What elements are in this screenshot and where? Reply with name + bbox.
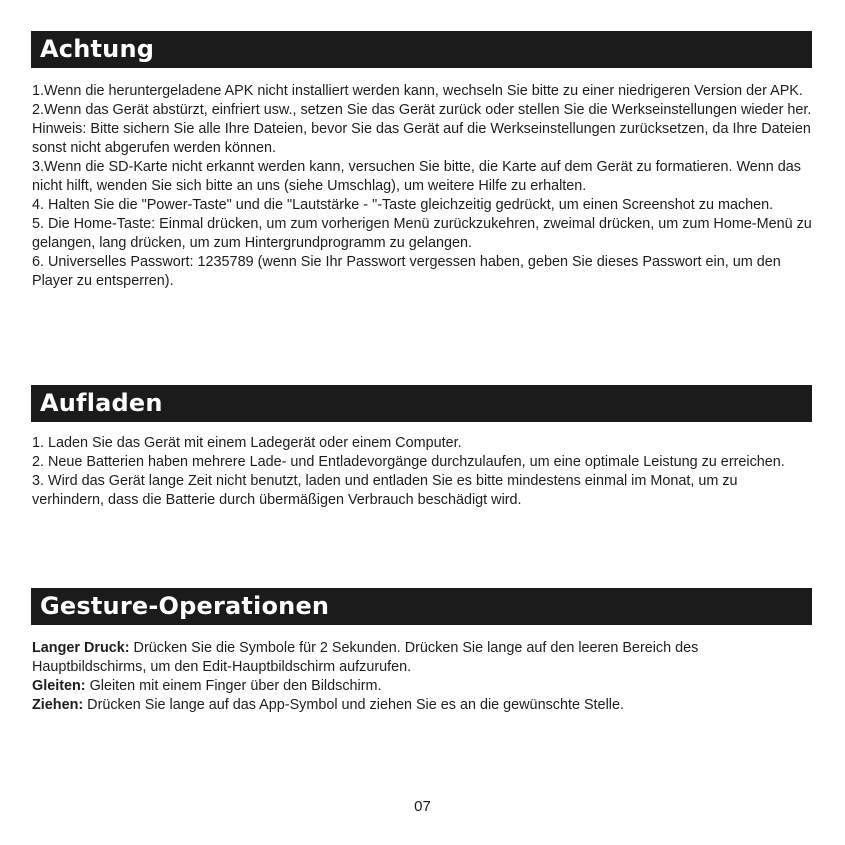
list-item: 2.Wenn das Gerät abstürzt, einfriert usw., setzen Sie das Gerät zurück oder stellen Sie die Werkseinstellungen wieder her. Hinweis: Bitte sichern Sie alle Ihre Dateien, bevor Sie das Gerät auf die Werkseinstellungen zurücksetzen, da Ihre Dateien sonst nicht abgerufen werden können. [32,102,812,156]
list-item: 3.Wenn die SD-Karte nicht erkannt werden kann, versuchen Sie bitte, die Karte auf dem Gerät zu formatieren. Wenn das nicht hilft, wenden Sie sich bitte an uns (siehe Umschlag), um weitere Hilfe zu erhalten. [32,159,801,194]
gesture-item-gleiten [32,677,812,696]
section-title: Gesture-Operationen [40,592,330,620]
page-number: 07 [414,798,431,815]
gesture-item-ziehen [32,696,812,715]
list-item: 6. Universelles Passwort: 1235789 (wenn Sie Ihr Passwort vergessen haben, geben Sie dieses Passwort ein, um den Player zu entsperren). [32,254,781,289]
section-title: Aufladen [40,389,163,417]
gesture-description: Gleiten mit einem Finger über den Bildschirm. [85,678,382,694]
list-item: 4. Halten Sie die "Power-Taste" und die "Lautstärke - "-Taste gleichzeitig gedrückt, um einen Screenshot zu machen. [32,197,774,213]
list-item: 1. Laden Sie das Gerät mit einem Ladegerät oder einem Computer. [32,435,462,451]
list-item: 2. Neue Batterien haben mehrere Lade- und Entladevorgänge durchzulaufen, um eine optimale Leistung zu erreichen. [32,454,785,470]
gesture-term: Gleiten: [32,678,86,694]
aufladen-list [32,434,812,510]
list-item: 1.Wenn die heruntergeladene APK nicht installiert werden kann, wechseln Sie bitte zu einer niedrigeren Version der APK. [32,83,803,99]
gesture-term: Langer Druck: [32,640,130,656]
gesture-description: Drücken Sie lange auf das App-Symbol und ziehen Sie es an die gewünschte Stelle. [83,697,624,713]
section-title: Achtung [40,35,155,63]
section-header-gesture [31,588,812,625]
list-item: 3. Wird das Gerät lange Zeit nicht benutzt, laden und entladen Sie es bitte mindestens einmal im Monat, um zu verhindern, dass die Batterie durch übermäßigen Verbrauch beschädigt wird. [32,473,738,508]
gesture-list [32,639,812,715]
section-header-aufladen [31,385,812,422]
list-item: 5. Die Home-Taste: Einmal drücken, um zum vorherigen Menü zurückzukehren, zweimal drücken, um zum Home-Menü zu gelangen, lang drücken, um zum Hintergrundprogramm zu gelangen. [32,216,812,251]
gesture-item-langer-druck [32,639,812,677]
gesture-description: Drücken Sie die Symbole für 2 Sekunden. Drücken Sie lange auf den leeren Bereich des Hauptbildschirms, um den Edit-Hauptbildschirm aufzurufen. [32,640,699,675]
section-header-achtung [31,31,812,68]
gesture-term: Ziehen: [32,697,84,713]
achtung-list [32,82,812,291]
